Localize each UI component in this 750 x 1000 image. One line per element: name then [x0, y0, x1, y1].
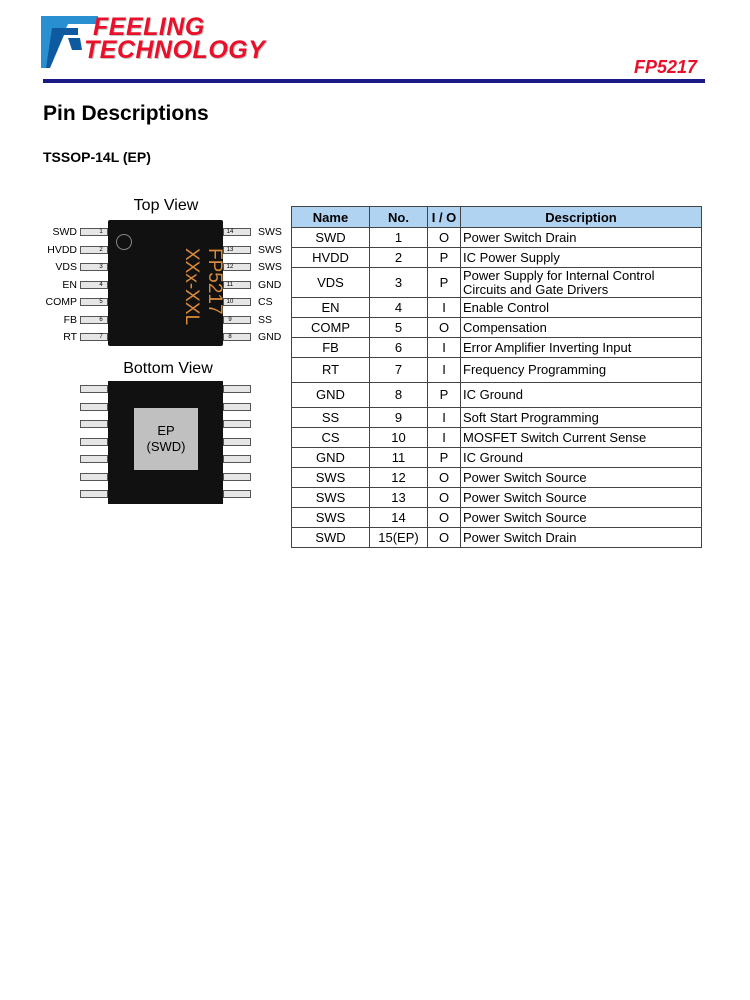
table-row: [292, 358, 702, 383]
header-name: Name: [292, 207, 370, 228]
description-line-1: IC Power Supply: [463, 249, 560, 265]
right-pin-label: CS: [258, 296, 273, 308]
cell-no: 14: [370, 508, 428, 528]
cell-name: EN: [292, 298, 370, 318]
right-pin: [223, 298, 251, 306]
bottom-left-pin: [80, 490, 108, 498]
section-title: Pin Descriptions: [43, 102, 209, 125]
cell-no: 1: [370, 228, 428, 248]
pin-number: 7: [99, 334, 103, 340]
pin-number: 9: [228, 316, 232, 323]
cell-io: I: [428, 428, 461, 448]
pin-number: 5: [99, 299, 103, 305]
cell-no: 2: [370, 248, 428, 268]
cell-no: 10: [370, 428, 428, 448]
table-row: [292, 298, 702, 318]
left-pin: [80, 316, 108, 324]
left-pin-label: VDS: [55, 261, 77, 273]
table-row: [292, 468, 702, 488]
cell-description: [461, 338, 702, 358]
pad-sublabel: (SWD): [146, 439, 186, 454]
cell-io: O: [428, 318, 461, 338]
cell-no: 3: [370, 268, 428, 298]
cell-no: 5: [370, 318, 428, 338]
bottom-left-pin: [80, 438, 108, 446]
left-pin-label: FB: [63, 313, 77, 326]
table-row: [292, 248, 702, 268]
right-pin: [223, 246, 251, 254]
table-row: [292, 228, 702, 248]
left-pin: [80, 228, 108, 236]
right-pin-label: SWS: [258, 243, 282, 256]
cell-name: VDS: [292, 268, 370, 298]
description-line-1: Power Switch Source: [463, 469, 587, 485]
cell-name: GND: [292, 383, 370, 408]
cell-io: P: [428, 383, 461, 408]
cell-no: 9: [370, 408, 428, 428]
brand-line-1: FEELING: [93, 13, 205, 41]
left-pin: [80, 281, 108, 289]
description-line-1: Power Switch Source: [463, 509, 587, 525]
bottom-right-pin: [223, 385, 251, 393]
cell-name: CS: [292, 428, 370, 448]
left-pin-label: HVDD: [47, 243, 77, 256]
top-view-title: Top View: [133, 197, 199, 214]
table-header-row: [292, 207, 702, 228]
cell-io: I: [428, 408, 461, 428]
bottom-right-pin: [223, 473, 251, 481]
right-pin-label: SWS: [258, 226, 282, 238]
description-line-1: Error Amplifier Inverting Input: [463, 339, 632, 355]
cell-io: I: [428, 358, 461, 383]
cell-name: SWD: [292, 228, 370, 248]
right-pin-label: GND: [258, 278, 282, 291]
cell-name: SWS: [292, 468, 370, 488]
cell-description: [461, 448, 702, 468]
chip-marking: [180, 248, 226, 358]
header-rule: [43, 79, 705, 83]
description-line-1: Power Switch Source: [463, 489, 587, 505]
pin-number: 3: [99, 264, 103, 270]
cell-io: I: [428, 298, 461, 318]
description-line-1: Enable Control: [463, 299, 549, 315]
chip-bottom-view: [108, 381, 223, 504]
left-pin-label: SWD: [52, 226, 77, 238]
table-row: [292, 318, 702, 338]
left-pin: [80, 333, 108, 341]
cell-no: 13: [370, 488, 428, 508]
cell-description: [461, 318, 702, 338]
description-line-1: Frequency Programming: [463, 362, 607, 377]
bottom-left-pin: [80, 385, 108, 393]
bottom-view-title: Bottom View: [123, 360, 213, 377]
description-line-1: Soft Start Programming: [463, 409, 599, 425]
brand-line-2: TECHNOLOGY: [84, 36, 266, 64]
bottom-right-pin: [223, 403, 251, 411]
cell-io: P: [428, 268, 461, 298]
cell-description: [461, 488, 702, 508]
table-row: [292, 268, 702, 298]
left-pin-label: COMP: [45, 296, 77, 308]
table-row: [292, 488, 702, 508]
pin-number: 1: [99, 229, 103, 235]
right-pin: [223, 228, 251, 236]
cell-description: [461, 468, 702, 488]
left-pin: [80, 298, 108, 306]
pin-number: 8: [228, 334, 232, 340]
bottom-right-pin: [223, 438, 251, 446]
pin-number: 2: [99, 246, 103, 253]
header-description: Description: [461, 207, 702, 228]
cell-description: [461, 428, 702, 448]
pin-number: 4: [99, 281, 103, 288]
bottom-right-pin: [223, 420, 251, 428]
right-pin: [223, 333, 251, 341]
description-line-1: Compensation: [463, 319, 547, 335]
cell-io: I: [428, 338, 461, 358]
cell-name: HVDD: [292, 248, 370, 268]
cell-io: O: [428, 508, 461, 528]
bottom-left-pin: [80, 455, 108, 463]
cell-name: COMP: [292, 318, 370, 338]
cell-name: GND: [292, 448, 370, 468]
pin-number: 11: [226, 281, 234, 288]
pin-number: 10: [226, 299, 234, 305]
cell-name: SS: [292, 408, 370, 428]
table-row: [292, 383, 702, 408]
cell-no: 11: [370, 448, 428, 468]
description-line-1: Power Supply for Internal Control: [463, 267, 655, 283]
cell-name: SWD: [292, 528, 370, 548]
pin-number: 13: [226, 246, 234, 253]
chip-top-view: [108, 220, 223, 346]
left-pin-label: EN: [62, 278, 77, 291]
table-row: [292, 448, 702, 468]
bottom-right-pin: [223, 490, 251, 498]
cell-no: 8: [370, 383, 428, 408]
header-no: No.: [370, 207, 428, 228]
table-row: [292, 338, 702, 358]
cell-description: [461, 508, 702, 528]
cell-io: P: [428, 448, 461, 468]
left-pin-label: RT: [63, 331, 77, 343]
package-name: TSSOP-14L (EP): [43, 149, 151, 165]
pad-label: EP: [157, 423, 175, 438]
bottom-right-pin: [223, 455, 251, 463]
table-row: [292, 528, 702, 548]
pin-number: 14: [226, 229, 234, 235]
cell-name: SWS: [292, 488, 370, 508]
table-row: [292, 408, 702, 428]
cell-io: O: [428, 228, 461, 248]
cell-no: 15(EP): [370, 528, 428, 548]
pin-description-table: [291, 206, 702, 548]
cell-no: 7: [370, 358, 428, 383]
pin-number: 12: [226, 264, 234, 270]
marking-line-1: FP5217: [204, 248, 225, 315]
description-line-1: Power Switch Drain: [463, 529, 577, 545]
bottom-left-pin: [80, 403, 108, 411]
cell-name: RT: [292, 358, 370, 383]
cell-description: [461, 358, 702, 383]
description-line-1: IC Ground: [463, 387, 523, 402]
right-pin-label: GND: [258, 331, 282, 343]
cell-io: O: [428, 528, 461, 548]
cell-description: [461, 298, 702, 318]
cell-io: P: [428, 248, 461, 268]
header-io: I / O: [428, 207, 461, 228]
cell-description: [461, 408, 702, 428]
pin1-marker-icon: [116, 234, 132, 250]
marking-line-2: XXx-XXL: [181, 248, 202, 326]
bottom-left-pin: [80, 473, 108, 481]
part-number: FP5217: [633, 57, 697, 77]
company-logo: [38, 12, 278, 72]
cell-description: [461, 248, 702, 268]
left-pin: [80, 246, 108, 254]
cell-io: O: [428, 468, 461, 488]
description-line-2: Circuits and Gate Drivers: [463, 281, 609, 297]
cell-description: [461, 528, 702, 548]
cell-no: 12: [370, 468, 428, 488]
cell-description: [461, 228, 702, 248]
description-line-1: Power Switch Drain: [463, 229, 577, 245]
cell-no: 6: [370, 338, 428, 358]
right-pin: [223, 316, 251, 324]
pin-number: 6: [99, 316, 103, 323]
cell-description: [461, 268, 702, 298]
bottom-left-pin: [80, 420, 108, 428]
right-pin: [223, 281, 251, 289]
right-pin-label: SWS: [258, 261, 282, 273]
right-pin: [223, 263, 251, 271]
description-line-1: IC Ground: [463, 449, 523, 465]
exposed-pad: [134, 408, 198, 470]
left-pin: [80, 263, 108, 271]
cell-name: FB: [292, 338, 370, 358]
table-row: [292, 508, 702, 528]
cell-no: 4: [370, 298, 428, 318]
cell-io: O: [428, 488, 461, 508]
right-pin-label: SS: [258, 313, 273, 326]
table-row: [292, 428, 702, 448]
cell-name: SWS: [292, 508, 370, 528]
cell-description: [461, 383, 702, 408]
description-line-1: MOSFET Switch Current Sense: [463, 429, 647, 445]
